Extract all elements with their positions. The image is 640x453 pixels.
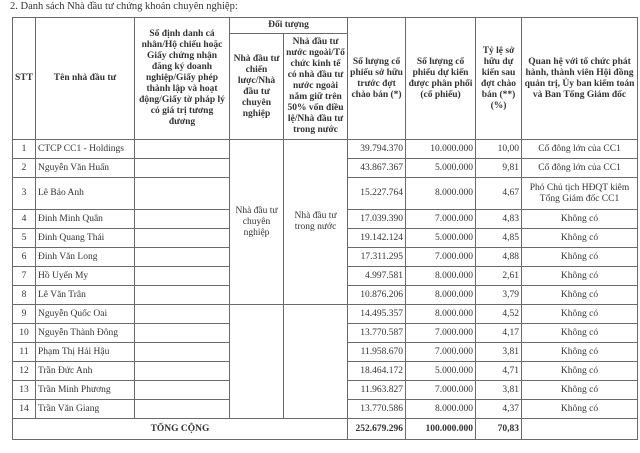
cell-ownership-ratio: 4,88 [476,248,522,267]
cell-id-document [135,343,230,362]
cell-relation: Không có [522,248,638,267]
cell-ownership-ratio: 3,81 [476,381,522,400]
cell-ownership-ratio: 10,00 [476,140,522,159]
header-strategic-investor: Nhà đầu tư chiến lược/Nhà đầu tư chuyên nghiệp [230,34,284,140]
cell-id-document [135,210,230,229]
cell-ownership-ratio: 4,52 [476,305,522,324]
cell-id-document [135,159,230,178]
cell-stt: 5 [13,229,36,248]
cell-investor-name: Đinh Quang Thái [36,229,135,248]
cell-stt: 7 [13,267,36,286]
cell-id-document [135,381,230,400]
table-row [13,140,638,159]
table-row [13,305,638,324]
investor-table [12,17,638,440]
cell-shares-allocated: 7.000.000 [406,210,476,229]
cell-shares-allocated: 5.000.000 [406,362,476,381]
header-foreign-domestic: Nhà đầu tư nước ngoài/Tổ chức kinh tế có nhà đầu tư nước ngoài nắm giữ trên 50% vốn điều lệ/Nhà đầu tư trong nước [284,34,348,140]
header-name: Tên nhà đầu tư [36,18,135,140]
cell-shares-allocated: 7.000.000 [406,248,476,267]
cell-shares-allocated: 10.000.000 [406,140,476,159]
header-stt: STT [13,18,36,140]
cell-ownership-ratio: 4,83 [476,210,522,229]
cell-relation: Không có [522,305,638,324]
cell-shares-before: 11.958.670 [348,343,406,362]
cell-shares-allocated: 7.000.000 [406,343,476,362]
cell-investor-name: Đinh Văn Long [36,248,135,267]
cell-id-document [135,178,230,210]
cell-shares-before: 15.227.764 [348,178,406,210]
cell-stt: 4 [13,210,36,229]
cell-foreign-domestic: Nhà đầu tư trong nước [284,140,348,305]
header-id-document: Số định danh cá nhân/Hộ chiếu hoặc Giấy chứng nhận đăng ký doanh nghiệp/Giấy phép thành lập và hoạt động/Giấy tờ pháp lý có giá trị tương đương [135,18,230,140]
cell-investor-name: Nguyễn Quốc Oai [36,305,135,324]
cell-shares-allocated: 8.000.000 [406,400,476,419]
cell-relation: Phó Chủ tịch HĐQT kiêm Tổng Giám đốc CC1 [522,178,638,210]
cell-investor-name: Lê Bảo Anh [36,178,135,210]
cell-id-document [135,400,230,419]
cell-id-document [135,324,230,343]
total-shares-allocated: 100.000.000 [406,419,476,440]
cell-shares-allocated: 7.000.000 [406,324,476,343]
total-ownership-ratio: 70,83 [476,419,522,440]
cell-investor-name: Trần Đức Anh [36,362,135,381]
cell-id-document [135,140,230,159]
cell-stt: 13 [13,381,36,400]
cell-shares-before: 14.495.357 [348,305,406,324]
cell-id-document [135,267,230,286]
cell-shares-before: 17.039.390 [348,210,406,229]
cell-id-document [135,305,230,324]
section-heading: 2. Danh sách Nhà đầu tư chứng khoán chuyên nghiệp: [10,1,238,12]
cell-relation: Không có [522,362,638,381]
cell-stt: 12 [13,362,36,381]
cell-shares-allocated: 7.000.000 [406,381,476,400]
cell-stt: 8 [13,286,36,305]
cell-relation: Không có [522,210,638,229]
cell-ownership-ratio: 4,37 [476,400,522,419]
cell-stt: 10 [13,324,36,343]
cell-shares-allocated: 8.000.000 [406,286,476,305]
header-shares-before: Số lượng cổ phiếu sở hữu trước đợt chào bán (*) [348,18,406,140]
cell-foreign-domestic [284,305,348,419]
cell-ownership-ratio: 4,17 [476,324,522,343]
cell-investor-name: Nguyễn Thành Đông [36,324,135,343]
cell-relation: Không có [522,324,638,343]
cell-shares-allocated: 5.000.000 [406,229,476,248]
cell-investor-name: Lê Văn Trân [36,286,135,305]
cell-shares-before: 19.142.124 [348,229,406,248]
total-shares-before: 252.679.296 [348,419,406,440]
cell-shares-before: 10.876.206 [348,286,406,305]
cell-id-document [135,286,230,305]
header-relation: Quan hệ với tổ chức phát hành, thành viên Hội đồng quản trị, Ủy ban kiểm toán và Ban Tổng Giám đốc [522,18,638,140]
header-group-subject: Đối tượng [230,18,348,34]
cell-investor-name: Nguyễn Văn Huấn [36,159,135,178]
cell-relation: Không có [522,229,638,248]
cell-shares-before: 13.770.586 [348,400,406,419]
cell-investor-name: Phạm Thị Hải Hậu [36,343,135,362]
cell-ownership-ratio: 9,81 [476,159,522,178]
cell-shares-allocated: 8.000.000 [406,267,476,286]
cell-id-document [135,362,230,381]
total-label: TỔNG CỘNG [13,419,348,440]
cell-shares-before: 4.997.581 [348,267,406,286]
cell-relation: Không có [522,400,638,419]
total-relation [522,419,638,440]
cell-relation: Không có [522,343,638,362]
cell-stt: 11 [13,343,36,362]
cell-investor-name: Đinh Minh Quân [36,210,135,229]
cell-shares-before: 18.464.172 [348,362,406,381]
cell-shares-before: 13.770.587 [348,324,406,343]
cell-shares-before: 39.794.370 [348,140,406,159]
cell-id-document [135,229,230,248]
cell-relation: Cổ đông lớn của CC1 [522,140,638,159]
cell-strategic-investor [230,305,284,419]
cell-strategic-investor: Nhà đầu tư chuyên nghiệp [230,140,284,305]
cell-stt: 2 [13,159,36,178]
header-shares-allocated: Số lượng cổ phiếu dự kiến được phân phối (cổ phiếu) [406,18,476,140]
cell-investor-name: Hồ Uyển My [36,267,135,286]
cell-stt: 14 [13,400,36,419]
cell-relation: Cổ đông lớn của CC1 [522,159,638,178]
cell-stt: 3 [13,178,36,210]
cell-relation: Không có [522,286,638,305]
cell-stt: 6 [13,248,36,267]
cell-ownership-ratio: 4,67 [476,178,522,210]
cell-ownership-ratio: 3,79 [476,286,522,305]
cell-investor-name: Trần Minh Phương [36,381,135,400]
cell-stt: 9 [13,305,36,324]
cell-investor-name: Trần Văn Giang [36,400,135,419]
cell-relation: Không có [522,381,638,400]
cell-ownership-ratio: 4,71 [476,362,522,381]
cell-ownership-ratio: 2,61 [476,267,522,286]
cell-investor-name: CTCP CC1 - Holdings [36,140,135,159]
cell-stt: 1 [13,140,36,159]
cell-ownership-ratio: 4,85 [476,229,522,248]
cell-shares-allocated: 8.000.000 [406,305,476,324]
cell-shares-before: 17.311.295 [348,248,406,267]
cell-relation: Không có [522,267,638,286]
cell-shares-allocated: 5.000.000 [406,159,476,178]
cell-shares-allocated: 8.000.000 [406,178,476,210]
cell-id-document [135,248,230,267]
cell-ownership-ratio: 3,81 [476,343,522,362]
cell-shares-before: 43.867.367 [348,159,406,178]
total-row [13,419,638,440]
header-ownership-ratio: Tỷ lệ sở hữu dự kiến sau đợt chào bán (**) (%) [476,18,522,140]
cell-shares-before: 11.963.827 [348,381,406,400]
